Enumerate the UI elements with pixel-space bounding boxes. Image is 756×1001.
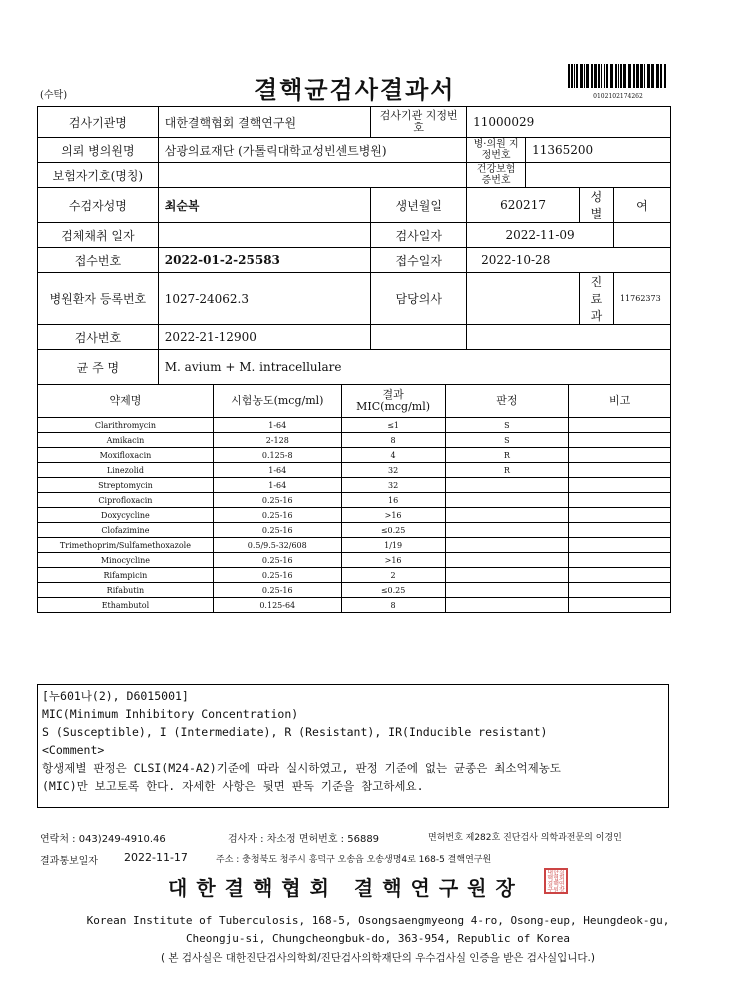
cell-drug: Ethambutol	[38, 598, 214, 613]
cell-drug: Ciprofloxacin	[38, 493, 214, 508]
table-row	[38, 463, 671, 478]
empty-cell	[613, 223, 670, 248]
table-row	[38, 553, 671, 568]
clinic-id: 11365200	[526, 138, 671, 163]
dob-value: 620217	[467, 188, 580, 223]
cell-drug: Moxifloxacin	[38, 448, 214, 463]
table-row	[38, 598, 671, 613]
patient-name: 최순복	[158, 188, 371, 223]
organism-value: M. avium + M. intracellulare	[158, 350, 670, 385]
col-note: 비고	[569, 385, 671, 418]
specialist: 면허번호 제282호 진단검사 의학과전문의 이경인	[428, 833, 622, 843]
cell-note	[569, 583, 671, 598]
table-row	[38, 493, 671, 508]
cell-mic: ≤1	[341, 418, 445, 433]
empty-cell	[467, 325, 671, 350]
department-value: 11762373	[613, 273, 670, 325]
drug-table	[37, 384, 671, 613]
doctor-label: 담당의사	[371, 273, 467, 325]
sex-label: 성별	[579, 188, 613, 223]
table-row	[38, 583, 671, 598]
insured-label: 보험자기호(명칭)	[38, 163, 159, 188]
cell-drug: Clarithromycin	[38, 418, 214, 433]
receipt-date: 2022-10-28	[467, 248, 671, 273]
col-mic-unit: MIC(mcg/ml)	[356, 400, 431, 413]
table-row	[38, 418, 671, 433]
client-label: 의뢰 병의원명	[38, 138, 159, 163]
comment-code: [누601나(2), D6015001]	[42, 689, 189, 703]
receipt-date-label: 접수일자	[371, 248, 467, 273]
cell-drug: Clofazimine	[38, 523, 214, 538]
col-mic-title: 결과	[382, 388, 404, 401]
cell-drug: Doxycycline	[38, 508, 214, 523]
cell-conc: 0.25-16	[213, 523, 341, 538]
cell-mic: 4	[341, 448, 445, 463]
receipt-tag: (수탁)	[40, 90, 68, 101]
cell-conc: 1-64	[213, 463, 341, 478]
cell-mic: 32	[341, 478, 445, 493]
dob-label: 생년월일	[371, 188, 467, 223]
comment-heading: <Comment>	[42, 743, 105, 757]
col-mic	[341, 385, 445, 418]
cell-drug: Minocycline	[38, 553, 214, 568]
cell-conc: 2-128	[213, 433, 341, 448]
cell-drug: Streptomycin	[38, 478, 214, 493]
address: 주소 : 충청북도 청주시 흥덕구 오송읍 오송생명4로 168-5 결핵연구원	[216, 855, 492, 865]
cell-note	[569, 418, 671, 433]
page-title: 결핵균검사결과서	[254, 75, 456, 104]
english-address-2: Cheongju-si, Chungcheongbuk-do, 363-954, Republic of Korea	[185, 932, 571, 945]
cell-conc: 1-64	[213, 478, 341, 493]
comment-legend: S (Susceptible), I (Intermediate), R (Resistant), IR(Inducible resistant)	[42, 725, 548, 739]
seal-icon: 대한결핵협회결핵연구원장	[547, 869, 565, 894]
cell-mic: 1/19	[341, 538, 445, 553]
department-label: 진료과	[579, 273, 613, 325]
cell-judge	[445, 523, 569, 538]
cell-note	[569, 538, 671, 553]
table-row	[38, 433, 671, 448]
cell-conc: 0.125-64	[213, 598, 341, 613]
cell-conc: 0.25-16	[213, 553, 341, 568]
doctor-value	[467, 273, 580, 325]
cell-conc: 0.5/9.5-32/608	[213, 538, 341, 553]
official-seal	[544, 868, 568, 894]
cell-note	[569, 493, 671, 508]
cell-judge	[445, 568, 569, 583]
english-address-1: Korean Institute of Tuberculosis, 168-5, Osongsaengmyeong 4-ro, Osong-eup, Heungdeok-gu,	[86, 914, 670, 927]
table-row	[38, 478, 671, 493]
comment-box	[37, 684, 669, 808]
hospital-id: 1027-24062.3	[158, 273, 371, 325]
comment-text-1: 항생제별 판정은 CLSI(M24-A2)기준에 따라 실시하였고, 판정 기준에 없는 균종은 최소억제농도	[42, 761, 561, 775]
cell-note	[569, 598, 671, 613]
lab-name: 대한결핵협회 결핵연구원	[158, 107, 371, 138]
cell-note	[569, 508, 671, 523]
cell-judge: S	[445, 433, 569, 448]
insured-value	[158, 163, 466, 188]
cell-conc: 0.25-16	[213, 493, 341, 508]
col-judge: 판정	[445, 385, 569, 418]
info-table	[37, 106, 671, 385]
cell-mic: >16	[341, 508, 445, 523]
cell-mic: 8	[341, 598, 445, 613]
col-drug: 약제명	[38, 385, 214, 418]
examiner: 검사자 : 차소정 면허번호 : 56889	[228, 834, 380, 845]
report-date-label: 결과통보일자	[40, 856, 98, 867]
cell-judge	[445, 508, 569, 523]
cell-drug: Linezolid	[38, 463, 214, 478]
cell-conc: 0.25-16	[213, 583, 341, 598]
patient-label: 수검자성명	[38, 188, 159, 223]
cell-judge	[445, 478, 569, 493]
test-date: 2022-11-09	[467, 223, 614, 248]
lab-id-label: 검사기관 지정번호	[371, 107, 467, 138]
cell-judge: R	[445, 448, 569, 463]
hospital-id-label: 병원환자 등록번호	[38, 273, 159, 325]
cell-mic: >16	[341, 553, 445, 568]
cell-drug: Rifabutin	[38, 583, 214, 598]
cell-conc: 0.25-16	[213, 508, 341, 523]
health-value	[526, 163, 671, 188]
comment-mic-def: MIC(Minimum Inhibitory Concentration)	[42, 707, 299, 721]
test-date-label: 검사일자	[371, 223, 467, 248]
cell-mic: ≤0.25	[341, 523, 445, 538]
cell-mic: 16	[341, 493, 445, 508]
org-name: 대한결핵협회 결핵연구원장	[168, 876, 524, 900]
accession-label: 접수번호	[38, 248, 159, 273]
cell-mic: ≤0.25	[341, 583, 445, 598]
empty-cell	[371, 325, 467, 350]
cell-conc: 1-64	[213, 418, 341, 433]
barcode-icon	[568, 64, 668, 90]
cell-mic: 2	[341, 568, 445, 583]
col-conc: 시험농도(mcg/ml)	[213, 385, 341, 418]
lab-name-label: 검사기관명	[38, 107, 159, 138]
table-row	[38, 523, 671, 538]
client-name: 삼광의료재단 (가톨릭대학교성빈센트병원)	[158, 138, 466, 163]
cell-judge	[445, 598, 569, 613]
cell-judge: S	[445, 418, 569, 433]
collect-label: 검체채취 일자	[38, 223, 159, 248]
cell-conc: 0.25-16	[213, 568, 341, 583]
barcode-text: 0102102174262	[593, 93, 643, 100]
cell-note	[569, 433, 671, 448]
cell-note	[569, 523, 671, 538]
cell-mic: 32	[341, 463, 445, 478]
clinic-id-label: 병·의원 지정번호	[467, 138, 526, 163]
cell-note	[569, 448, 671, 463]
barcode	[568, 64, 668, 100]
cell-judge: R	[445, 463, 569, 478]
cell-judge	[445, 553, 569, 568]
test-no-label: 검사번호	[38, 325, 159, 350]
organism-label: 균 주 명	[38, 350, 159, 385]
table-row	[38, 538, 671, 553]
cell-mic: 8	[341, 433, 445, 448]
table-row	[38, 448, 671, 463]
table-row	[38, 508, 671, 523]
accession-value: 2022-01-2-25583	[158, 248, 371, 273]
comment-text-2: (MIC)만 보고토록 한다. 자세한 사항은 뒷면 판독 기준을 참고하세요.	[42, 779, 424, 793]
cell-judge	[445, 583, 569, 598]
cell-note	[569, 568, 671, 583]
contact: 연락처 : 043)249-4910.46	[40, 834, 166, 845]
cell-judge	[445, 493, 569, 508]
lab-id: 11000029	[467, 107, 671, 138]
cell-drug: Trimethoprim/Sulfamethoxazole	[38, 538, 214, 553]
cell-conc: 0.125-8	[213, 448, 341, 463]
certification: ( 본 검사실은 대한진단검사의학회/진단검사의학재단의 우수검사실 인증을 받은 검사실입니다.)	[160, 952, 595, 964]
sex-value: 여	[613, 188, 670, 223]
cell-note	[569, 463, 671, 478]
cell-drug: Rifampicin	[38, 568, 214, 583]
collect-value	[158, 223, 371, 248]
cell-judge	[445, 538, 569, 553]
cell-drug: Amikacin	[38, 433, 214, 448]
report-date: 2022-11-17	[124, 851, 188, 864]
cell-note	[569, 478, 671, 493]
table-row	[38, 568, 671, 583]
cell-note	[569, 553, 671, 568]
health-label: 건강보험 증번호	[467, 163, 526, 188]
test-no: 2022-21-12900	[158, 325, 371, 350]
